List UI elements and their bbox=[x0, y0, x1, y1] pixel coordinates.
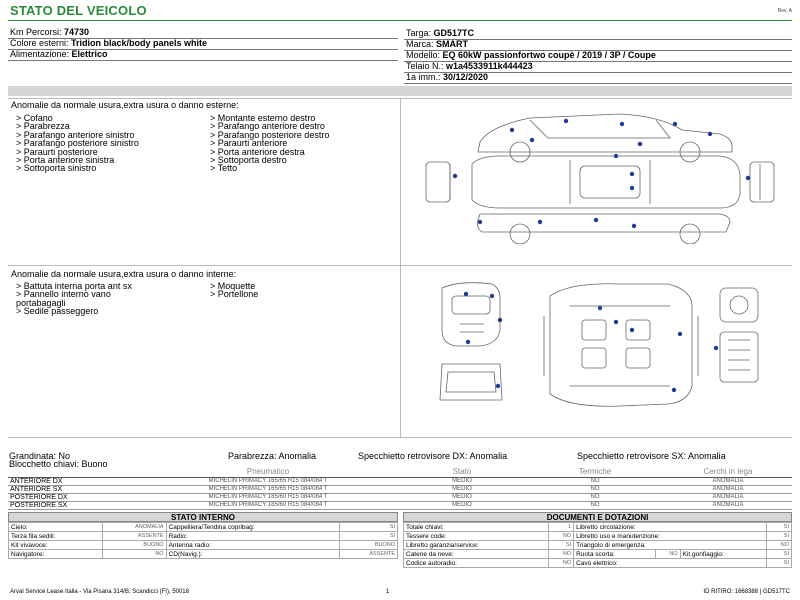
table-row: ANTERIORE DX MICHELIN PRIMACY 165/65 R15 084/084 T MEDIO NO ANOMALIA bbox=[8, 477, 792, 485]
title-underline bbox=[8, 20, 792, 21]
table-row: Kit vivavoce: BUONO Antenna radio: BUONO bbox=[9, 541, 398, 550]
table-row: POSTERIORE SX MICHELIN PRIMACY 185/60 R15 084/084 T MEDIO NO ANOMALIA bbox=[8, 501, 792, 509]
list-item: > Paraurti anteriore bbox=[210, 138, 288, 149]
internal-damage-title: Anomalie da normale usura,extra usura o danno interne: bbox=[11, 269, 237, 279]
internal-damage-list-2 bbox=[210, 282, 258, 299]
exterior-car-diagram bbox=[420, 104, 780, 244]
info-colore: Colore esterni: Tridion black/body panels white bbox=[10, 38, 208, 48]
table-row: Codice autoradio: NO Cavo elettrico: SI bbox=[404, 559, 792, 568]
info-km: Km Percorsi: 74730 bbox=[10, 27, 90, 37]
documenti-title: DOCUMENTI E DOTAZIONI bbox=[403, 512, 792, 522]
summary-specchietto-dx: Specchietto retrovisore DX: Anomalia bbox=[358, 451, 508, 461]
page-title: STATO DEL VEICOLO bbox=[10, 3, 147, 18]
list-item: > Sottoporta sinistro bbox=[16, 163, 97, 174]
external-damage-list-1 bbox=[16, 114, 139, 173]
list-item: > Parafango posteriore sinistro bbox=[16, 138, 139, 149]
info-modello: Modello: EQ 60kW passionfortwo coupè / 2019 / 3P / Coupe bbox=[406, 50, 656, 60]
table-row: Catene da neve: NO Ruota scorta: NO Kit gonfiaggio: SI bbox=[404, 550, 792, 559]
list-item: > Montante esterno destro bbox=[210, 113, 316, 123]
list-item: > Parafango anteriore sinistro bbox=[16, 129, 135, 140]
info-targa: Targa: GD517TC bbox=[406, 28, 475, 38]
external-damage-list-2 bbox=[210, 114, 329, 173]
list-item: portabagagli bbox=[16, 297, 66, 308]
list-item: > Sedile passeggero bbox=[16, 306, 99, 317]
external-damage-title: Anomalie da normale usura,extra usura o danno esterne: bbox=[11, 100, 239, 110]
summary-grandinata: Grandinata: No bbox=[9, 451, 71, 461]
tyres-table bbox=[8, 467, 792, 510]
list-item: > Paraurti posteriore bbox=[16, 146, 98, 157]
list-item: > Battuta interna porta ant sx bbox=[16, 281, 132, 291]
documenti-table bbox=[403, 522, 792, 568]
info-immatricolazione: 1a imm.: 30/12/2020 bbox=[406, 72, 489, 82]
info-telaio: Telaio N.: w1a4533911k444423 bbox=[406, 61, 533, 71]
table-row: Cielo: ANOMALIA Cappelliera/Tendina copribag: SI bbox=[9, 523, 398, 532]
list-item: > Tetto bbox=[210, 163, 238, 174]
list-item: > Cofano bbox=[16, 113, 53, 123]
separator-bar bbox=[8, 86, 792, 96]
list-item: > Moquette bbox=[210, 281, 256, 291]
revision-label: Rev. A bbox=[777, 8, 792, 14]
internal-damage-list-1 bbox=[16, 282, 132, 316]
table-row: Navigatore: NO CD(Navig.): ASSENTE bbox=[9, 550, 398, 559]
info-alimentazione: Alimentazione: Elettrico bbox=[10, 49, 108, 59]
footer-company: Arval Service Lease Italia - Via Pisana 314/B, Scandicci (FI), 50018 bbox=[10, 589, 189, 595]
info-marca: Marca: SMART bbox=[406, 39, 469, 49]
stato-interno-table bbox=[8, 522, 398, 559]
list-item: > Parafango anteriore destro bbox=[210, 121, 325, 132]
table-row: Totale chiavi: 1 Libretto circolazione: SI bbox=[404, 523, 792, 532]
summary-blocchetto: Blocchetto chiavi: Buono bbox=[9, 459, 108, 469]
list-item: > Sottoporta destro bbox=[210, 155, 287, 166]
list-item: > Portellone bbox=[210, 289, 259, 300]
summary-specchietto-sx: Specchietto retrovisore SX: Anomalia bbox=[577, 451, 726, 461]
footer-page-number: 1 bbox=[386, 589, 390, 595]
stato-interno-title: STATO INTERNO bbox=[8, 512, 398, 522]
table-header-row: Pneumatico Stato Termiche Cerchi in lega bbox=[8, 467, 792, 477]
table-row: Tessere code: NO Libretto uso e manutenzione: SI bbox=[404, 532, 792, 541]
footer-id-ritiro: ID RITIRO: 1668388 | GD517TC bbox=[703, 589, 790, 595]
table-row: Libretto garanzia/service: SI Triangolo di emergenza: NO bbox=[404, 541, 792, 550]
list-item: > Parafango posteriore destro bbox=[210, 129, 330, 140]
list-item: > Parabrezza bbox=[16, 121, 70, 132]
list-item: > Porta anteriore destra bbox=[210, 146, 305, 157]
table-row: POSTERIORE DX MICHELIN PRIMACY 185/60 R15 084/084 T MEDIO NO ANOMALIA bbox=[8, 493, 792, 501]
list-item: > Pannello interno vano bbox=[16, 289, 111, 300]
interior-car-diagram bbox=[420, 276, 780, 426]
table-row: ANTERIORE SX MICHELIN PRIMACY 165/65 R15 084/084 T MEDIO NO ANOMALIA bbox=[8, 485, 792, 493]
table-row: Terza fila sedili: ASSENTE Radio: SI bbox=[9, 532, 398, 541]
list-item: > Porta anteriore sinistra bbox=[16, 155, 115, 166]
summary-parabrezza: Parabrezza: Anomalia bbox=[228, 451, 317, 461]
